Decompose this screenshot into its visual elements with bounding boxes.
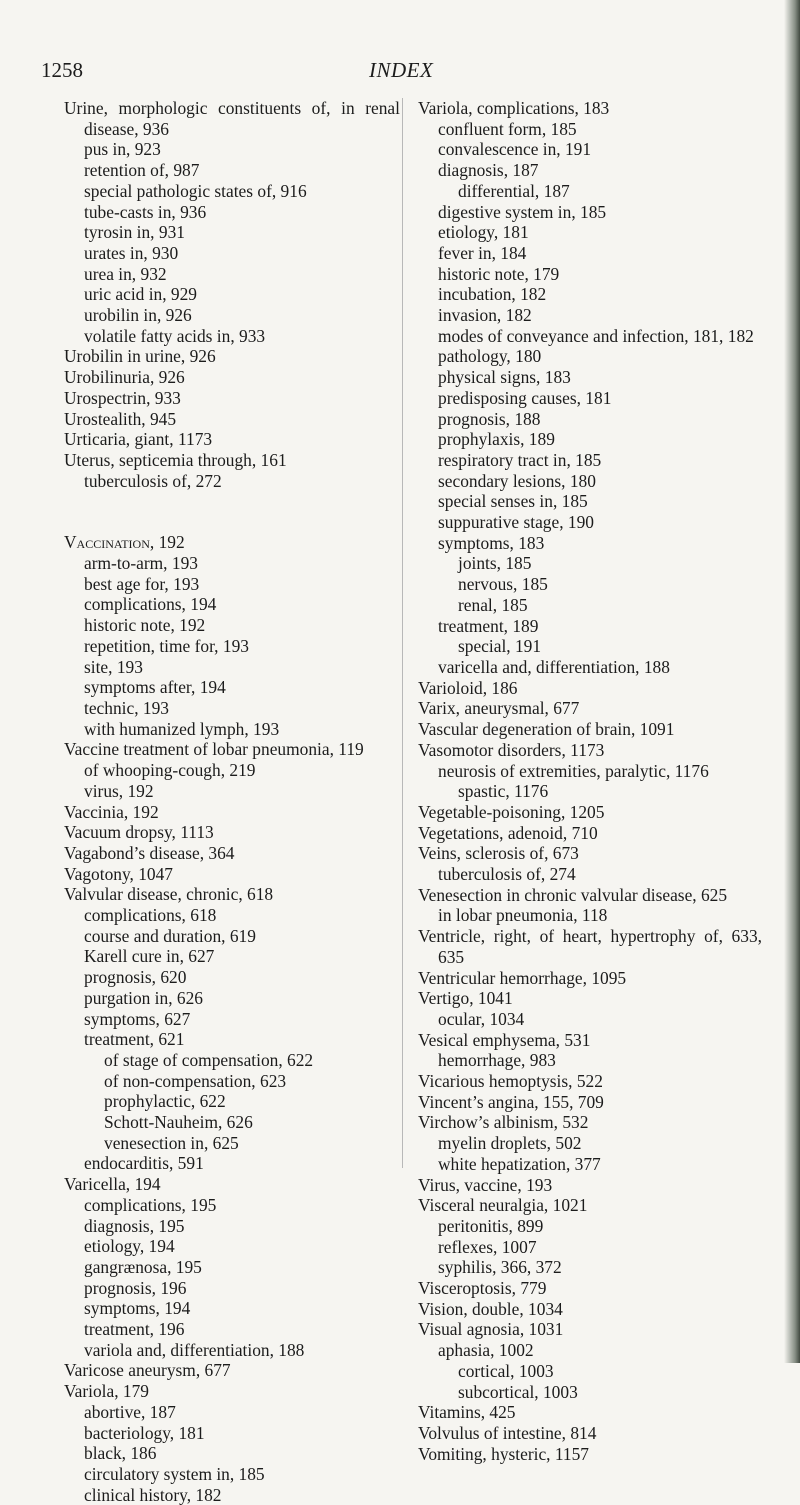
index-subentry: prognosis, 620 <box>84 967 187 988</box>
index-subentry: diagnosis, 195 <box>84 1215 185 1236</box>
index-subentry: symptoms after, 194 <box>84 677 226 698</box>
index-subentry: renal, 185 <box>458 594 528 615</box>
index-subentry: differential, 187 <box>458 180 570 201</box>
index-subentry: special senses in, 185 <box>438 491 588 512</box>
index-subentry: tube-casts in, 936 <box>84 201 207 222</box>
index-subentry: Schott-Nauheim, 626 <box>104 1112 253 1133</box>
index-subentry: diagnosis, 187 <box>438 160 539 181</box>
index-subentry: fever in, 184 <box>438 242 527 263</box>
index-entry: Varicose aneurysm, 677 <box>64 1360 231 1381</box>
page-number: 1258 <box>41 58 83 82</box>
index-subentry: predisposing causes, 181 <box>438 387 612 408</box>
index-subentry: invasion, 182 <box>438 305 532 326</box>
index-entry: Vision, double, 1034 <box>418 1298 563 1319</box>
index-subentry: technic, 193 <box>84 697 169 718</box>
index-subentry: retention of, 987 <box>84 160 200 181</box>
index-entry: Vesical emphysema, 531 <box>418 1029 591 1050</box>
index-subentry: myelin droplets, 502 <box>438 1133 582 1154</box>
index-column-left <box>64 98 400 1505</box>
index-subentry: secondary lesions, 180 <box>438 470 596 491</box>
index-subentry: ocular, 1034 <box>438 1008 525 1029</box>
index-subentry: in lobar pneumonia, 118 <box>438 905 608 926</box>
index-entry: Varicella, 194 <box>64 1174 161 1195</box>
index-subentry: varicella and, differentiation, 188 <box>438 656 670 677</box>
index-subentry: treatment, 621 <box>84 1029 185 1050</box>
index-entry: Valvular disease, chronic, 618 <box>64 884 274 905</box>
index-entry: Vacuum dropsy, 1113 <box>64 822 214 843</box>
index-entry: Urostealith, 945 <box>64 408 177 429</box>
index-entry: Vaccination, 192 <box>64 532 185 553</box>
index-subentry: of stage of compensation, 622 <box>104 1049 314 1070</box>
index-entry: Ventricle, right, of heart, hypertrophy of, 633, 635 <box>418 926 762 967</box>
index-subentry: purgation in, 626 <box>84 987 203 1008</box>
index-entry: Varioloid, 186 <box>418 677 518 698</box>
index-subentry: course and duration, 619 <box>84 925 256 946</box>
index-subentry: arm-to-arm, 193 <box>84 553 198 574</box>
index-subentry: pus in, 923 <box>84 139 161 160</box>
index-subentry: Karell cure in, 627 <box>84 946 215 967</box>
index-entry: Vincent’s angina, 155, 709 <box>418 1091 604 1112</box>
index-subentry: clinical history, 182 <box>84 1484 222 1505</box>
index-subentry: symptoms, 627 <box>84 1008 191 1029</box>
column-divider <box>402 98 403 1168</box>
running-head: INDEX <box>369 58 434 82</box>
index-subentry: hemorrhage, 983 <box>438 1050 556 1071</box>
index-entry: Volvulus of intestine, 814 <box>418 1423 597 1443</box>
index-subentry: venesection in, 625 <box>104 1132 239 1153</box>
index-subentry: prognosis, 188 <box>438 408 541 429</box>
index-subentry: physical signs, 183 <box>438 367 571 388</box>
index-subentry: circulatory system in, 185 <box>84 1464 265 1484</box>
index-entry: Urticaria, giant, 1173 <box>64 429 213 450</box>
index-entry: Urobilinuria, 926 <box>64 367 185 388</box>
index-subentry: white hepatization, 377 <box>438 1153 601 1174</box>
index-subentry: neurosis of extremities, paralytic, 1176 <box>438 760 709 781</box>
index-entry: Virus, vaccine, 193 <box>418 1174 553 1195</box>
index-subentry: tuberculosis of, 272 <box>84 470 222 491</box>
index-subentry: symptoms, 183 <box>438 532 545 553</box>
index-subentry: spastic, 1176 <box>458 781 549 802</box>
index-entry: Urine, morphologic constituents of, in renal disease, 936 <box>64 98 400 139</box>
index-subentry: prophylactic, 622 <box>104 1091 226 1112</box>
index-entry: Vaccinia, 192 <box>64 801 159 822</box>
index-subentry: cortical, 1003 <box>458 1360 554 1381</box>
index-entry: Vagotony, 1047 <box>64 863 174 884</box>
index-subentry: historic note, 192 <box>84 615 206 636</box>
index-entry: Vicarious hemoptysis, 522 <box>418 1071 603 1092</box>
page-edge-shadow <box>784 0 800 1363</box>
index-subentry: special pathologic states of, 916 <box>84 180 307 201</box>
index-subentry: pathology, 180 <box>438 346 542 367</box>
index-subentry: best age for, 193 <box>84 573 200 594</box>
index-entry: Urospectrin, 933 <box>64 387 181 408</box>
index-subentry: etiology, 181 <box>438 222 529 243</box>
index-entry: Variola, complications, 183 <box>418 98 610 118</box>
index-subentry: with humanized lymph, 193 <box>84 718 280 739</box>
index-entry: Ventricular hemorrhage, 1095 <box>418 967 627 988</box>
index-entry: Veins, sclerosis of, 673 <box>418 843 579 864</box>
index-subentry: syphilis, 366, 372 <box>438 1257 562 1278</box>
index-subentry: of non-compensation, 623 <box>104 1070 287 1091</box>
index-subentry: bacteriology, 181 <box>84 1422 205 1443</box>
index-subentry: complications, 195 <box>84 1194 217 1215</box>
index-entry: Virchow’s albinism, 532 <box>418 1112 589 1133</box>
index-subentry: aphasia, 1002 <box>438 1340 534 1361</box>
index-subentry: virus, 192 <box>84 780 154 801</box>
index-entry: Vaccine treatment of lobar pneumonia, 119 <box>64 739 364 760</box>
index-subentry: incubation, 182 <box>438 284 547 305</box>
index-entry: Visceral neuralgia, 1021 <box>418 1195 588 1216</box>
index-subentry: abortive, 187 <box>84 1401 176 1422</box>
page-header <box>0 58 800 88</box>
index-subentry: variola and, differentiation, 188 <box>84 1339 305 1360</box>
index-subentry: complications, 618 <box>84 905 217 926</box>
index-entry: Visceroptosis, 779 <box>418 1278 547 1299</box>
index-subentry: complications, 194 <box>84 594 217 615</box>
index-entry: Uterus, septicemia through, 161 <box>64 449 287 470</box>
index-subentry: confluent form, 185 <box>438 118 577 139</box>
index-entry: Vomiting, hysteric, 1157 <box>418 1443 590 1464</box>
index-subentry: reflexes, 1007 <box>438 1236 537 1257</box>
index-subentry: tyrosin in, 931 <box>84 222 185 243</box>
section-gap <box>64 491 400 532</box>
index-entry: Vertigo, 1041 <box>418 988 513 1009</box>
index-subentry: symptoms, 194 <box>84 1298 191 1319</box>
index-subentry: tuberculosis of, 274 <box>438 864 576 885</box>
index-subentry: etiology, 194 <box>84 1236 175 1257</box>
index-subentry: endocarditis, 591 <box>84 1153 204 1174</box>
index-entry: Visual agnosia, 1031 <box>418 1319 564 1340</box>
index-subentry: joints, 185 <box>458 553 532 574</box>
index-column-right <box>418 98 762 1464</box>
index-subentry: prophylaxis, 189 <box>438 429 555 450</box>
index-subentry: black, 186 <box>84 1443 157 1464</box>
index-subentry: modes of conveyance and infection, 181, 182 <box>438 325 754 346</box>
index-subentry: uric acid in, 929 <box>84 284 198 305</box>
index-entry: Vegetable-poisoning, 1205 <box>418 801 605 822</box>
index-subentry: peritonitis, 899 <box>438 1215 544 1236</box>
index-subentry: subcortical, 1003 <box>458 1381 578 1402</box>
index-entry: Variola, 179 <box>64 1381 149 1402</box>
index-subentry: respiratory tract in, 185 <box>438 449 602 470</box>
index-entry: Vitamins, 425 <box>418 1402 516 1423</box>
index-subentry: special, 191 <box>458 636 542 657</box>
index-entry: Vagabond’s disease, 364 <box>64 842 235 863</box>
index-subentry: prognosis, 196 <box>84 1277 187 1298</box>
index-subentry: urea in, 932 <box>84 263 167 284</box>
index-subentry: site, 193 <box>84 656 143 677</box>
index-subentry: historic note, 179 <box>438 263 560 284</box>
index-subentry: treatment, 189 <box>438 615 539 636</box>
index-subentry: volatile fatty acids in, 933 <box>84 325 266 346</box>
index-subentry: digestive system in, 185 <box>438 201 607 222</box>
index-subentry: gangrænosa, 195 <box>84 1256 202 1277</box>
index-subentry: convalescence in, 191 <box>438 139 592 160</box>
index-entry: Varix, aneurysmal, 677 <box>418 698 580 719</box>
index-entry: Urobilin in urine, 926 <box>64 346 216 367</box>
index-subentry: repetition, time for, 193 <box>84 635 249 656</box>
index-entry: Vegetations, adenoid, 710 <box>418 822 598 843</box>
index-entry: Vascular degeneration of brain, 1091 <box>418 719 675 740</box>
index-subentry: urobilin in, 926 <box>84 305 192 326</box>
index-subentry: urates in, 930 <box>84 242 179 263</box>
index-subentry: of whooping-cough, 219 <box>84 760 256 781</box>
index-subentry: suppurative stage, 190 <box>438 512 594 533</box>
index-entry: Vasomotor disorders, 1173 <box>418 739 605 760</box>
index-subentry: treatment, 196 <box>84 1319 185 1340</box>
index-entry: Venesection in chronic valvular disease, 625 <box>418 884 728 905</box>
index-subentry: nervous, 185 <box>458 574 548 595</box>
